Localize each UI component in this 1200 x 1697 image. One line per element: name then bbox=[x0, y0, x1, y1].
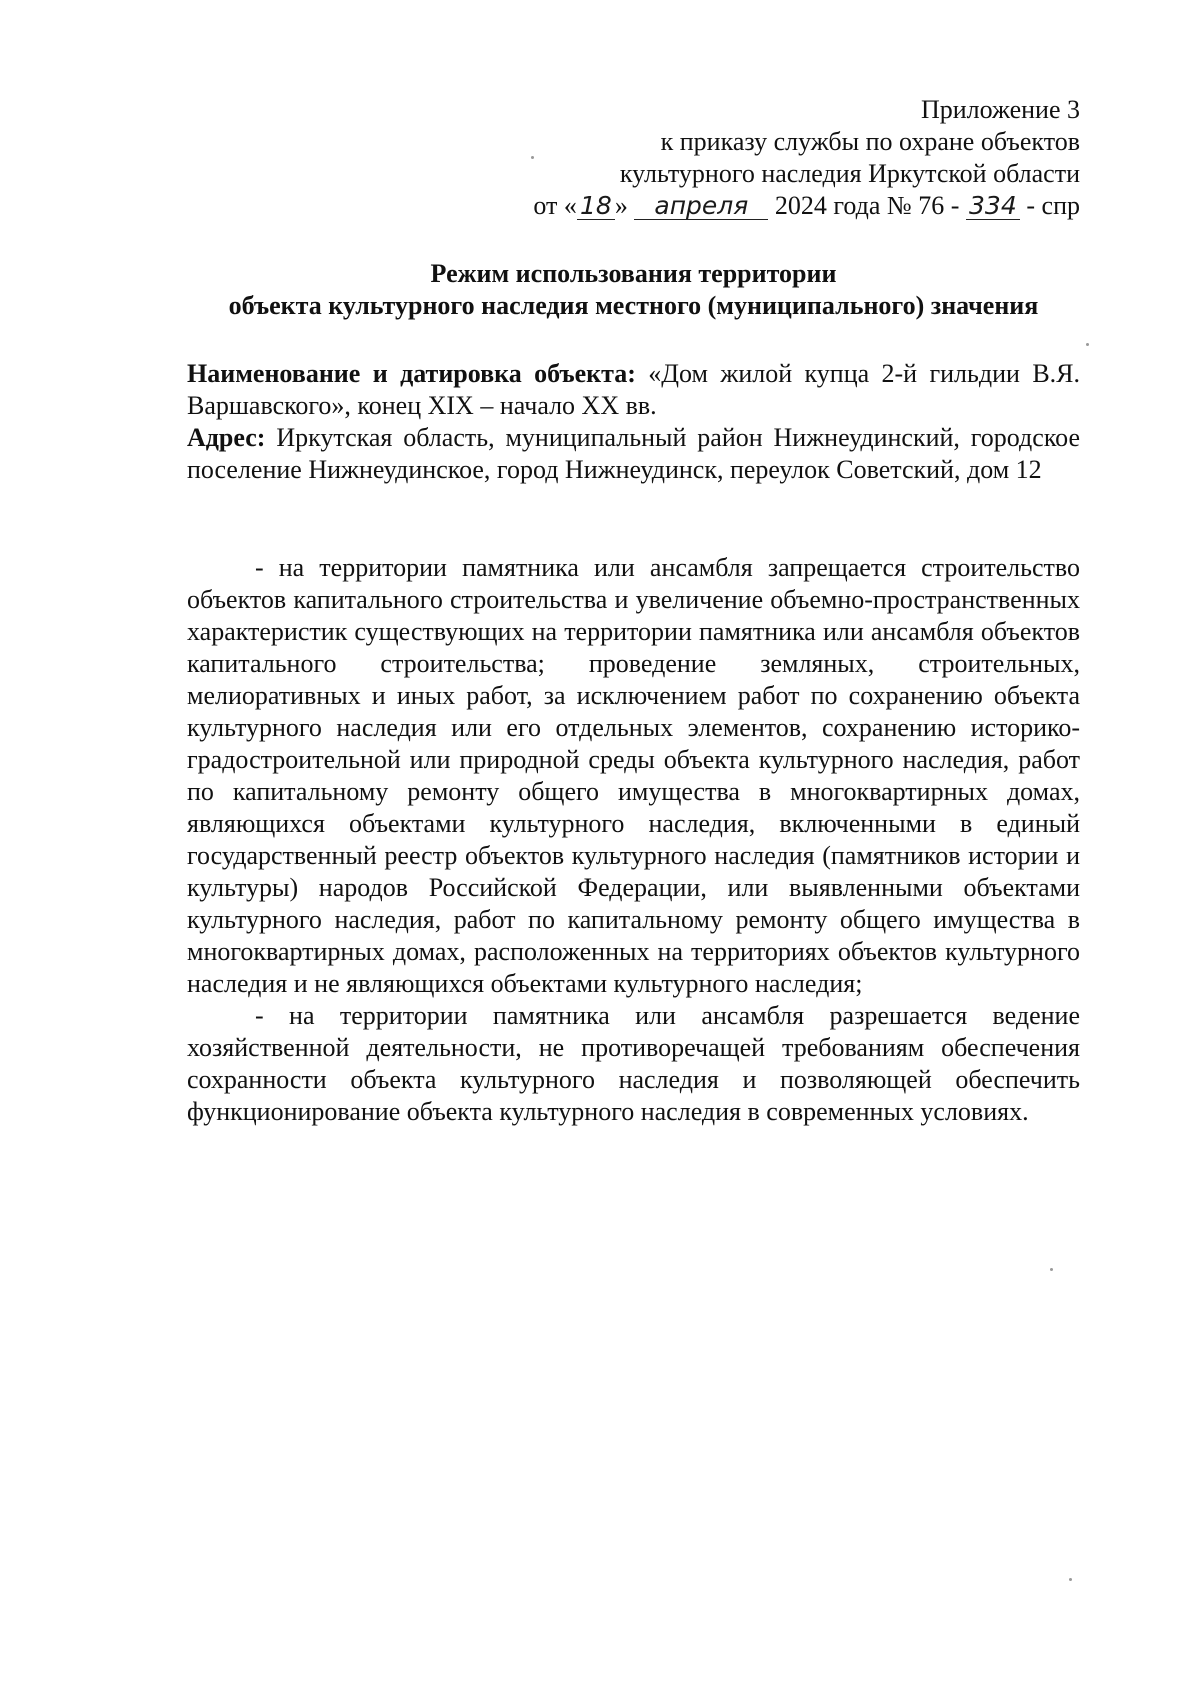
object-info bbox=[187, 358, 1080, 486]
object-address-paragraph bbox=[187, 422, 1080, 486]
object-name-value: «Дом жилой купца 2-й гильдии В.Я. Варшавского», конец XIX – начало XX вв. bbox=[187, 359, 1081, 420]
scan-speck bbox=[531, 156, 534, 159]
regime-prohibition-paragraph: - на территории памятника или ансамбля запрещается строительство объектов капитального строительства и увеличение объемно-пространственных характеристик существующих на территории памятника или ансамбля объектов капитального строительства; проведение земляных, строительных, мелиоративных и иных работ, за исключением работ по сохранению объекта культурного наследия или его отдельных элементов, сохранению историко-градостроительной или природной среды объекта культурного наследия, работ по капитальному ремонту общего имущества в многоквартирных домах, являющихся объектами культурного наследия, включенными в единый государственный реестр объектов культурного наследия (памятников истории и культуры) народов Российской Федерации, или выявленными объектами культурного наследия, работ по капитальному ремонту общего имущества в многоквартирных домах, расположенных на территориях объектов культурного наследия и не являющихся объектами культурного наследия; bbox=[187, 553, 1080, 998]
appendix-agency: культурного наследия Иркутской области bbox=[619, 159, 1080, 188]
date-quote-close: » bbox=[614, 191, 628, 220]
order-suffix: - спр bbox=[1026, 191, 1080, 220]
handwritten-order-number: 334 bbox=[966, 193, 1020, 220]
object-name-label: Наименование и датировка объекта: bbox=[187, 359, 636, 388]
scan-speck bbox=[1069, 1578, 1072, 1581]
appendix-header bbox=[380, 94, 1080, 222]
object-address-value: Иркутская область, муниципальный район Нижнеудинский, городское поселение Нижнеудинское, город Нижнеудинск, переулок Советский, дом 12 bbox=[187, 423, 1080, 484]
scan-speck bbox=[1086, 343, 1089, 346]
handwritten-month: апреля bbox=[634, 193, 768, 220]
date-prefix: от « bbox=[533, 191, 577, 220]
regime-permission-paragraph: - на территории памятника или ансамбля разрешается ведение хозяйственной деятельности, не противоречащей требованиям обеспечения сохранности объекта культурного наследия и позволяющей обеспечить функционирование объекта культурного наследия в современных условиях. bbox=[187, 1001, 1080, 1126]
appendix-date-line bbox=[380, 190, 1080, 222]
appendix-order-ref: к приказу службы по охране объектов bbox=[660, 127, 1080, 156]
handwritten-day: 18 bbox=[577, 193, 615, 220]
title-line-2: объекта культурного наследия местного (муниципального) значения bbox=[228, 291, 1039, 320]
scan-speck bbox=[1050, 1268, 1053, 1271]
title-line-1: Режим использования территории bbox=[430, 259, 837, 288]
object-address-label: Адрес: bbox=[187, 423, 266, 452]
appendix-number: Приложение 3 bbox=[920, 95, 1080, 124]
year-and-order: 2024 года № 76 - bbox=[774, 191, 960, 220]
object-name-paragraph bbox=[187, 358, 1080, 422]
document-title bbox=[187, 258, 1080, 322]
regime-text bbox=[187, 552, 1080, 1128]
